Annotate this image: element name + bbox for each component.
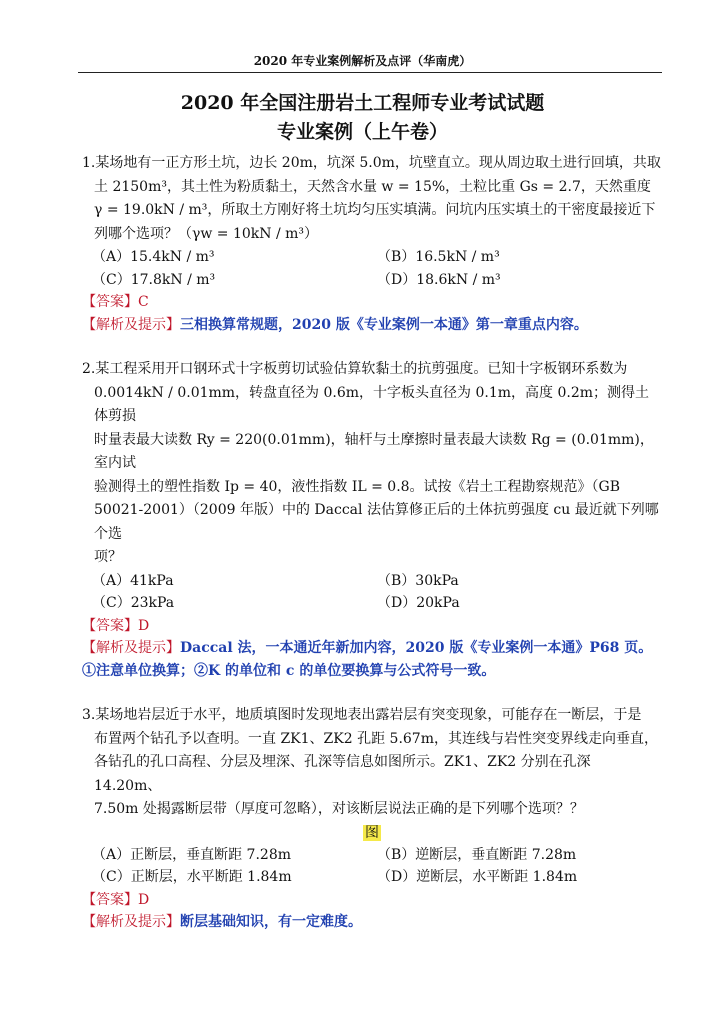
question-text-line: 时量表最大读数 Ry = 220(0.01mm)，轴杆与土摩擦时量表最大读数 Rg = (0.01mm)，室内试: [94, 431, 654, 471]
answer-line: [82, 889, 662, 912]
question-text-line: 验测得土的塑性指数 Ip = 40，液性指数 IL = 0.8。试按《岩土工程勘察规范》（GB: [94, 478, 621, 495]
option-d: （D）逆断层，水平断距 1.84m: [377, 869, 578, 885]
explanation-text: 三相换算常规题，2020 版《专业案例一本通》第一章重点内容。: [180, 316, 588, 333]
option-c: （C）正断层，水平断距 1.84m: [92, 869, 292, 885]
question-text-line: 0.0014kN / 0.01mm，转盘直径为 0.6m，十字板头直径为 0.1m，高度 0.2m；测得土体剪损: [94, 384, 650, 424]
explanation-line: [82, 911, 662, 934]
option-a: （A）41kPa: [92, 572, 174, 589]
option-a: （A）15.4kN / m³: [92, 249, 215, 265]
answer-label: 【答案】: [82, 294, 138, 310]
questions-container: [82, 152, 662, 934]
options: [82, 246, 662, 291]
question-text-line: 3.某场地岩层近于水平，地质填图时发现地表出露岩层有突变现象，可能存在一断层，于是: [82, 707, 642, 723]
question-1: [82, 152, 662, 336]
explanation-line: [82, 314, 662, 337]
question-text-line: 土 2150m³，其土性为粉质黏土，天然含水量 w = 15%，土粒比重 Gs = 2.7，天然重度: [94, 178, 651, 195]
answer-line: [82, 615, 662, 638]
option-a: （A）正断层，垂直断距 7.28m: [92, 846, 292, 863]
option-d: （D）18.6kN / m³: [377, 271, 501, 288]
page-subtitle: 专业案例（上午卷）: [276, 121, 448, 143]
option-c: （C）23kPa: [92, 595, 175, 611]
question-text-line: 2.某工程采用开口钢环式十字板剪切试验估算软黏土的抗剪强度。已知十字板钢环系数为: [82, 361, 628, 377]
explanation-text: Daccal 法，一本通近年新加内容，2020 版《专业案例一本通》P68 页。①注意单位换算；②K 的单位和 c 的单位要换算与公式符号一致。: [82, 640, 653, 679]
figure-label: 图: [365, 824, 379, 841]
question-text-line: 列哪个选项？（γw = 10kN / m³）: [94, 225, 319, 242]
question-text-line: 7.50m 处揭露断层带（厚度可忽略），对该断层说法正确的是下列哪个选项？？: [94, 801, 584, 817]
explanation-text: 断层基础知识，有一定难度。: [180, 914, 362, 930]
answer-value: D: [138, 617, 150, 634]
question-text-line: 布置两个钻孔予以查明。一直 ZK1、ZK2 孔距 5.67m，其连线与岩性突变界线走向垂直，: [94, 730, 658, 747]
option-b: （B）逆断层，垂直断距 7.28m: [377, 846, 577, 863]
figure-placeholder: [82, 822, 662, 844]
question-3: [82, 704, 662, 934]
question-2: [82, 358, 662, 682]
answer-value: C: [138, 294, 149, 310]
option-d: （D）20kPa: [377, 595, 460, 611]
options: [82, 844, 662, 889]
question-text-line: 各钻孔的孔口高程、分层及埋深、孔深等信息如图所示。ZK1、ZK2 分别在孔深 14.20m、: [94, 754, 591, 794]
option-b: （B）16.5kN / m³: [377, 249, 500, 265]
page-header: 2020 年专业案例解析及点评（华南虎）: [253, 54, 472, 68]
explanation-line: [82, 637, 662, 682]
explanation-label: 【解析及提示】: [82, 914, 180, 930]
explanation-label: 【解析及提示】: [82, 316, 180, 333]
explanation-label: 【解析及提示】: [82, 640, 180, 656]
option-b: （B）30kPa: [377, 572, 459, 589]
question-text-line: 1.某场地有一正方形土坑，边长 20m，坑深 5.0m，坑壁直立。现从周边取土进行回填，共取: [82, 155, 661, 171]
answer-line: [82, 291, 662, 314]
options: [82, 570, 662, 615]
option-c: （C）17.8kN / m³: [92, 271, 216, 288]
question-text-line: 50021-2001）（2009 年版）中的 Daccal 法估算修正后的土体抗剪强度 cu 最近就下列哪个选: [94, 502, 659, 542]
answer-label: 【答案】: [82, 617, 138, 634]
page-title: 2020 年全国注册岩土工程师专业考试试题: [180, 92, 545, 114]
answer-label: 【答案】: [82, 891, 138, 908]
answer-value: D: [138, 891, 150, 908]
question-text-line: γ = 19.0kN / m³，所取土方刚好将土坑均匀压实填满。问坑内压实填土的干密度最接近下: [94, 202, 656, 218]
question-text-line: 项？: [94, 549, 122, 565]
header-rule: [78, 72, 662, 73]
